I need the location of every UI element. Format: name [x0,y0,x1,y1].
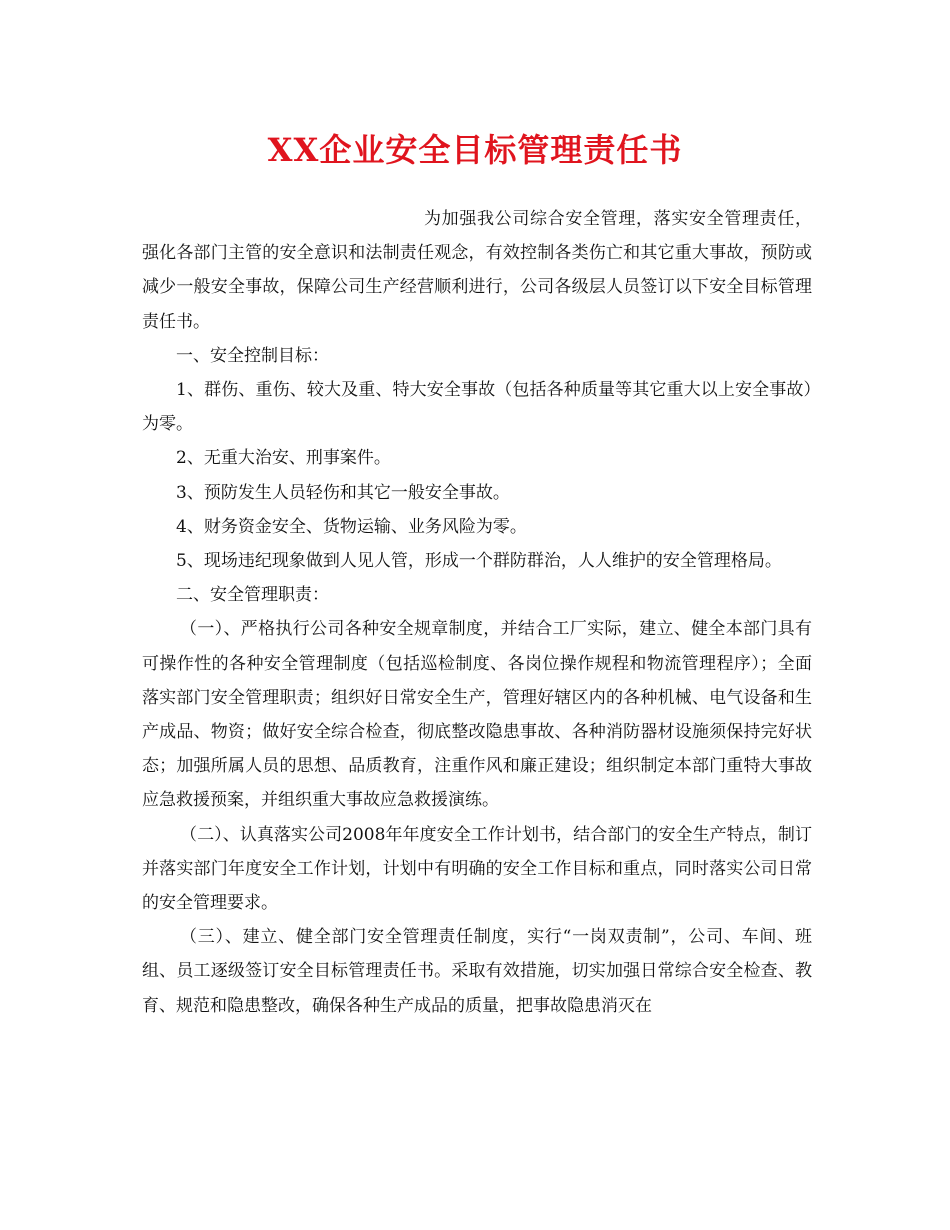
target-item: 5、现场违纪现象做到人见人管，形成一个群防群治，人人维护的安全管理格局。 [176,551,782,572]
duty-item: （二）、认真落实公司2008年年度安全工作计划书，结合部门的安全生产特点，制订并落实部门年度安全工作计划，计划中有明确的安全工作目标和重点，同时落实公司日常的安全管理要求。 [142,824,812,914]
section-heading-targets: 一、安全控制目标： [176,345,329,366]
title-main: 企业安全目标管理责任书 [319,131,683,169]
target-item: 2、无重大治安、刑事案件。 [176,448,391,469]
target-item: 3、预防发生人员轻伤和其它一般安全事故。 [176,482,510,503]
title-prefix: XX [267,131,320,169]
document-title [0,126,950,174]
duty-item: （一）、严格执行公司各种安全规章制度，并结合工厂实际，建立、健全本部门具有可操作性的各种安全管理制度（包括巡检制度、各岗位操作规程和物流管理程序）；全面落实部门安全管理职责；组织好日常安全生产，管理好辖区内的各种机械、电气设备和生产成品、物资；做好安全综合检查，彻底整改隐患事故、各种消防器材设施须保持完好状态；加强所属人员的思想、品质教育，注重作风和廉正建设；组织制定本部门重特大事故应急救援预案，并组织重大事故应急救援演练。 [142,619,812,811]
intro-paragraph: 为加强我公司综合安全管理，落实安全管理责任，强化各部门主管的安全意识和法制责任观念，有效控制各类伤亡和其它重大事故，预防或减少一般安全事故，保障公司生产经营顺利进行，公司各级层人员签订以下安全目标管理责任书。 [142,209,812,332]
target-item: 4、财务资金安全、货物运输、业务风险为零。 [176,516,527,537]
target-item: 1、群伤、重伤、较大及重、特大安全事故（包括各种质量等其它重大以上安全事故）为零。 [142,380,812,435]
duty-item: （三）、建立、健全部门安全管理责任制度，实行“一岗双责制”，公司、车间、班组、员工逐级签订安全目标管理责任书。采取有效措施，切实加强日常综合安全检查、教育、规范和隐患整改，确保各种生产成品的质量，把事故隐患消灭在 [142,927,812,1016]
section-heading-duties: 二、安全管理职责： [176,585,329,606]
document-body [142,202,812,1023]
